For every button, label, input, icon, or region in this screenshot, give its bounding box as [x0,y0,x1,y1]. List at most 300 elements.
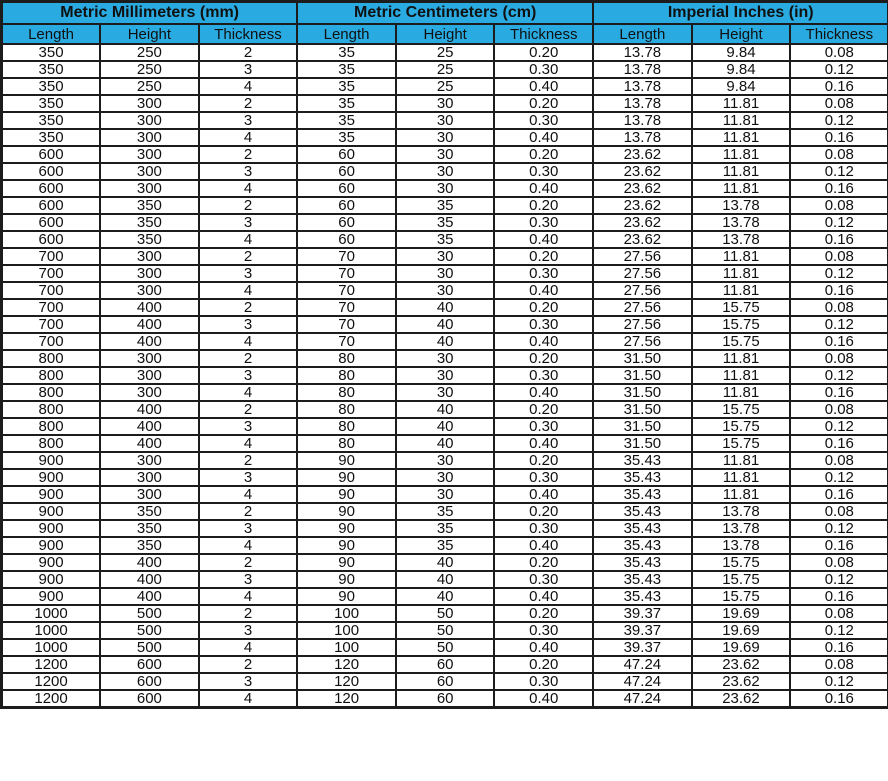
table-cell: 4 [199,537,298,554]
table-row [2,384,888,401]
table-cell: 35 [297,129,396,146]
table-cell: 0.40 [494,333,593,350]
table-cell: 0.08 [790,605,888,622]
table-cell: 35 [396,197,495,214]
table-cell: 100 [297,622,396,639]
table-cell: 900 [2,452,101,469]
table-cell: 3 [199,163,298,180]
table-cell: 70 [297,333,396,350]
table-cell: 39.37 [593,622,692,639]
table-cell: 15.75 [692,554,791,571]
table-cell: 120 [297,690,396,708]
table-row [2,537,888,554]
table-cell: 11.81 [692,469,791,486]
table-cell: 90 [297,452,396,469]
table-cell: 0.12 [790,61,888,78]
table-row [2,469,888,486]
table-cell: 90 [297,486,396,503]
table-row [2,520,888,537]
table-cell: 3 [199,622,298,639]
table-cell: 700 [2,282,101,299]
table-cell: 27.56 [593,282,692,299]
table-cell: 0.20 [494,248,593,265]
table-cell: 30 [396,248,495,265]
column-header-row [2,24,888,44]
table-cell: 0.30 [494,571,593,588]
table-cell: 0.08 [790,554,888,571]
table-cell: 0.12 [790,163,888,180]
table-cell: 0.08 [790,95,888,112]
table-cell: 60 [297,163,396,180]
table-cell: 0.30 [494,316,593,333]
table-cell: 900 [2,571,101,588]
table-cell: 70 [297,299,396,316]
table-cell: 350 [100,197,199,214]
table-cell: 35 [396,503,495,520]
table-cell: 30 [396,350,495,367]
table-cell: 0.20 [494,197,593,214]
table-cell: 27.56 [593,299,692,316]
table-cell: 35 [396,214,495,231]
table-cell: 11.81 [692,129,791,146]
table-cell: 350 [100,520,199,537]
table-cell: 4 [199,384,298,401]
table-cell: 90 [297,503,396,520]
table-cell: 11.81 [692,367,791,384]
table-cell: 0.40 [494,384,593,401]
table-cell: 13.78 [593,61,692,78]
table-cell: 800 [2,401,101,418]
table-cell: 4 [199,282,298,299]
table-row [2,61,888,78]
table-cell: 0.16 [790,231,888,248]
column-header-cm-length: Length [297,24,396,44]
table-cell: 0.08 [790,350,888,367]
table-cell: 350 [2,129,101,146]
table-cell: 40 [396,554,495,571]
table-cell: 11.81 [692,163,791,180]
table-cell: 300 [100,146,199,163]
table-cell: 900 [2,520,101,537]
table-cell: 4 [199,180,298,197]
table-cell: 13.78 [692,214,791,231]
table-cell: 0.40 [494,282,593,299]
table-cell: 0.16 [790,333,888,350]
table-cell: 4 [199,231,298,248]
table-cell: 11.81 [692,112,791,129]
table-cell: 0.30 [494,622,593,639]
table-cell: 35 [396,231,495,248]
table-cell: 0.30 [494,367,593,384]
table-cell: 0.30 [494,469,593,486]
table-cell: 30 [396,282,495,299]
table-cell: 500 [100,639,199,656]
table-cell: 3 [199,316,298,333]
table-cell: 60 [396,673,495,690]
table-cell: 30 [396,163,495,180]
table-cell: 300 [100,367,199,384]
table-cell: 40 [396,571,495,588]
table-cell: 900 [2,503,101,520]
table-cell: 70 [297,282,396,299]
table-row [2,350,888,367]
table-cell: 0.16 [790,180,888,197]
table-cell: 60 [297,214,396,231]
table-cell: 0.20 [494,503,593,520]
table-cell: 0.30 [494,418,593,435]
table-cell: 900 [2,469,101,486]
table-cell: 400 [100,418,199,435]
table-cell: 90 [297,537,396,554]
table-row [2,146,888,163]
table-cell: 600 [100,673,199,690]
table-row [2,248,888,265]
table-cell: 0.20 [494,146,593,163]
table-cell: 0.40 [494,537,593,554]
table-row [2,673,888,690]
table-cell: 0.20 [494,605,593,622]
table-row [2,401,888,418]
table-cell: 0.30 [494,112,593,129]
table-cell: 1000 [2,639,101,656]
table-cell: 23.62 [593,146,692,163]
table-cell: 700 [2,333,101,350]
table-cell: 0.20 [494,401,593,418]
table-cell: 0.12 [790,112,888,129]
table-cell: 250 [100,44,199,61]
table-cell: 700 [2,265,101,282]
table-cell: 23.62 [593,180,692,197]
table-cell: 60 [297,180,396,197]
table-cell: 4 [199,639,298,656]
table-cell: 2 [199,554,298,571]
table-cell: 80 [297,401,396,418]
table-cell: 0.12 [790,622,888,639]
table-cell: 300 [100,163,199,180]
table-cell: 23.62 [593,197,692,214]
table-cell: 2 [199,146,298,163]
table-cell: 35 [297,61,396,78]
table-cell: 11.81 [692,384,791,401]
table-cell: 0.16 [790,537,888,554]
group-header-in: Imperial Inches (in) [593,2,888,25]
table-cell: 3 [199,418,298,435]
table-row [2,316,888,333]
table-cell: 50 [396,622,495,639]
table-cell: 0.12 [790,469,888,486]
table-cell: 25 [396,78,495,95]
table-cell: 3 [199,214,298,231]
table-cell: 800 [2,384,101,401]
table-cell: 0.30 [494,265,593,282]
table-cell: 60 [297,231,396,248]
table-cell: 40 [396,316,495,333]
table-cell: 0.08 [790,656,888,673]
table-cell: 0.30 [494,61,593,78]
table-cell: 2 [199,299,298,316]
table-cell: 35.43 [593,554,692,571]
table-cell: 30 [396,180,495,197]
table-cell: 23.62 [692,656,791,673]
table-cell: 0.40 [494,486,593,503]
table-cell: 25 [396,61,495,78]
table-cell: 90 [297,469,396,486]
table-cell: 600 [2,231,101,248]
table-cell: 0.12 [790,214,888,231]
table-cell: 11.81 [692,146,791,163]
table-cell: 11.81 [692,95,791,112]
table-cell: 23.62 [593,214,692,231]
column-header-in-thickness: Thickness [790,24,888,44]
table-row [2,197,888,214]
table-cell: 300 [100,265,199,282]
table-cell: 350 [100,503,199,520]
table-cell: 35 [297,78,396,95]
table-cell: 35.43 [593,588,692,605]
table-row [2,265,888,282]
table-cell: 4 [199,435,298,452]
table-cell: 2 [199,401,298,418]
table-cell: 500 [100,605,199,622]
table-cell: 35 [396,520,495,537]
table-cell: 31.50 [593,350,692,367]
table-cell: 300 [100,282,199,299]
table-cell: 4 [199,690,298,708]
table-cell: 47.24 [593,673,692,690]
table-cell: 40 [396,435,495,452]
table-cell: 3 [199,469,298,486]
table-cell: 2 [199,44,298,61]
group-header-cm: Metric Centimeters (cm) [297,2,593,25]
table-cell: 23.62 [692,673,791,690]
table-cell: 9.84 [692,61,791,78]
table-cell: 30 [396,129,495,146]
table-cell: 27.56 [593,316,692,333]
table-cell: 0.16 [790,486,888,503]
table-cell: 70 [297,265,396,282]
table-cell: 0.40 [494,690,593,708]
table-cell: 2 [199,95,298,112]
table-cell: 900 [2,486,101,503]
table-cell: 9.84 [692,78,791,95]
table-cell: 800 [2,367,101,384]
table-cell: 39.37 [593,639,692,656]
table-cell: 0.08 [790,401,888,418]
table-cell: 400 [100,316,199,333]
table-cell: 350 [2,44,101,61]
table-cell: 0.08 [790,197,888,214]
table-cell: 40 [396,588,495,605]
table-cell: 800 [2,350,101,367]
table-cell: 90 [297,588,396,605]
table-cell: 0.08 [790,503,888,520]
table-cell: 600 [2,163,101,180]
table-cell: 700 [2,248,101,265]
table-cell: 11.81 [692,248,791,265]
table-cell: 0.40 [494,180,593,197]
table-cell: 0.12 [790,367,888,384]
table-row [2,231,888,248]
table-cell: 11.81 [692,282,791,299]
table-cell: 0.30 [494,673,593,690]
table-cell: 400 [100,435,199,452]
table-cell: 1000 [2,622,101,639]
table-cell: 300 [100,248,199,265]
table-cell: 300 [100,112,199,129]
table-cell: 13.78 [593,129,692,146]
table-body [2,44,888,708]
table-cell: 31.50 [593,384,692,401]
table-cell: 0.12 [790,571,888,588]
table-cell: 35.43 [593,503,692,520]
column-header-mm-length: Length [2,24,101,44]
table-cell: 0.40 [494,435,593,452]
table-cell: 90 [297,571,396,588]
table-cell: 0.20 [494,299,593,316]
table-cell: 3 [199,520,298,537]
table-cell: 4 [199,333,298,350]
table-cell: 0.16 [790,384,888,401]
table-cell: 400 [100,401,199,418]
table-cell: 80 [297,418,396,435]
table-cell: 400 [100,299,199,316]
table-cell: 50 [396,605,495,622]
table-cell: 15.75 [692,435,791,452]
table-cell: 400 [100,588,199,605]
table-cell: 31.50 [593,435,692,452]
table-cell: 47.24 [593,690,692,708]
table-cell: 0.16 [790,282,888,299]
table-cell: 30 [396,146,495,163]
table-cell: 15.75 [692,401,791,418]
table-cell: 0.20 [494,656,593,673]
column-header-cm-thickness: Thickness [494,24,593,44]
table-cell: 0.12 [790,673,888,690]
table-cell: 800 [2,435,101,452]
table-cell: 35.43 [593,452,692,469]
table-cell: 25 [396,44,495,61]
table-cell: 0.16 [790,78,888,95]
table-cell: 0.08 [790,44,888,61]
table-cell: 300 [100,95,199,112]
table-cell: 0.08 [790,299,888,316]
table-cell: 900 [2,554,101,571]
table-cell: 0.12 [790,520,888,537]
table-cell: 700 [2,299,101,316]
table-cell: 60 [396,690,495,708]
table-cell: 300 [100,129,199,146]
table-cell: 11.81 [692,180,791,197]
table-cell: 400 [100,333,199,350]
table-cell: 11.81 [692,486,791,503]
column-header-in-height: Height [692,24,791,44]
table-cell: 300 [100,452,199,469]
table-cell: 13.78 [593,95,692,112]
group-header-mm: Metric Millimeters (mm) [2,2,298,25]
table-cell: 23.62 [692,690,791,708]
table-cell: 4 [199,129,298,146]
table-cell: 80 [297,367,396,384]
table-cell: 13.78 [692,503,791,520]
table-cell: 30 [396,452,495,469]
table-cell: 0.20 [494,554,593,571]
table-cell: 0.08 [790,452,888,469]
table-cell: 0.40 [494,588,593,605]
table-cell: 0.40 [494,639,593,656]
table-cell: 100 [297,605,396,622]
table-cell: 60 [396,656,495,673]
table-cell: 35 [297,44,396,61]
table-cell: 0.20 [494,44,593,61]
table-row [2,78,888,95]
table-cell: 35.43 [593,520,692,537]
table-cell: 30 [396,112,495,129]
table-cell: 0.08 [790,248,888,265]
table-cell: 350 [2,112,101,129]
table-cell: 350 [100,537,199,554]
table-cell: 100 [297,639,396,656]
table-cell: 300 [100,384,199,401]
table-row [2,282,888,299]
table-row [2,571,888,588]
table-cell: 120 [297,656,396,673]
table-cell: 35.43 [593,469,692,486]
table-cell: 0.30 [494,214,593,231]
table-cell: 35 [297,112,396,129]
table-cell: 19.69 [692,605,791,622]
table-cell: 0.16 [790,435,888,452]
table-cell: 40 [396,401,495,418]
table-cell: 31.50 [593,418,692,435]
table-cell: 0.16 [790,588,888,605]
table-cell: 80 [297,350,396,367]
table-cell: 50 [396,639,495,656]
table-cell: 0.20 [494,452,593,469]
table-cell: 11.81 [692,452,791,469]
table-cell: 11.81 [692,265,791,282]
table-row [2,214,888,231]
table-cell: 300 [100,469,199,486]
table-row [2,656,888,673]
table-row [2,95,888,112]
table-cell: 39.37 [593,605,692,622]
table-cell: 35 [396,537,495,554]
table-cell: 27.56 [593,333,692,350]
table-cell: 350 [100,214,199,231]
table-cell: 600 [100,656,199,673]
table-cell: 35.43 [593,537,692,554]
table-cell: 1000 [2,605,101,622]
table-cell: 15.75 [692,588,791,605]
column-header-cm-height: Height [396,24,495,44]
table-cell: 30 [396,95,495,112]
table-cell: 3 [199,61,298,78]
table-row [2,333,888,350]
table-cell: 13.78 [593,44,692,61]
table-cell: 120 [297,673,396,690]
table-cell: 3 [199,571,298,588]
table-cell: 900 [2,588,101,605]
table-cell: 30 [396,265,495,282]
table-cell: 0.12 [790,265,888,282]
table-row [2,180,888,197]
table-cell: 300 [100,180,199,197]
table-cell: 23.62 [593,163,692,180]
group-header-row [2,2,888,25]
table-cell: 3 [199,673,298,690]
table-cell: 0.40 [494,231,593,248]
table-cell: 31.50 [593,367,692,384]
